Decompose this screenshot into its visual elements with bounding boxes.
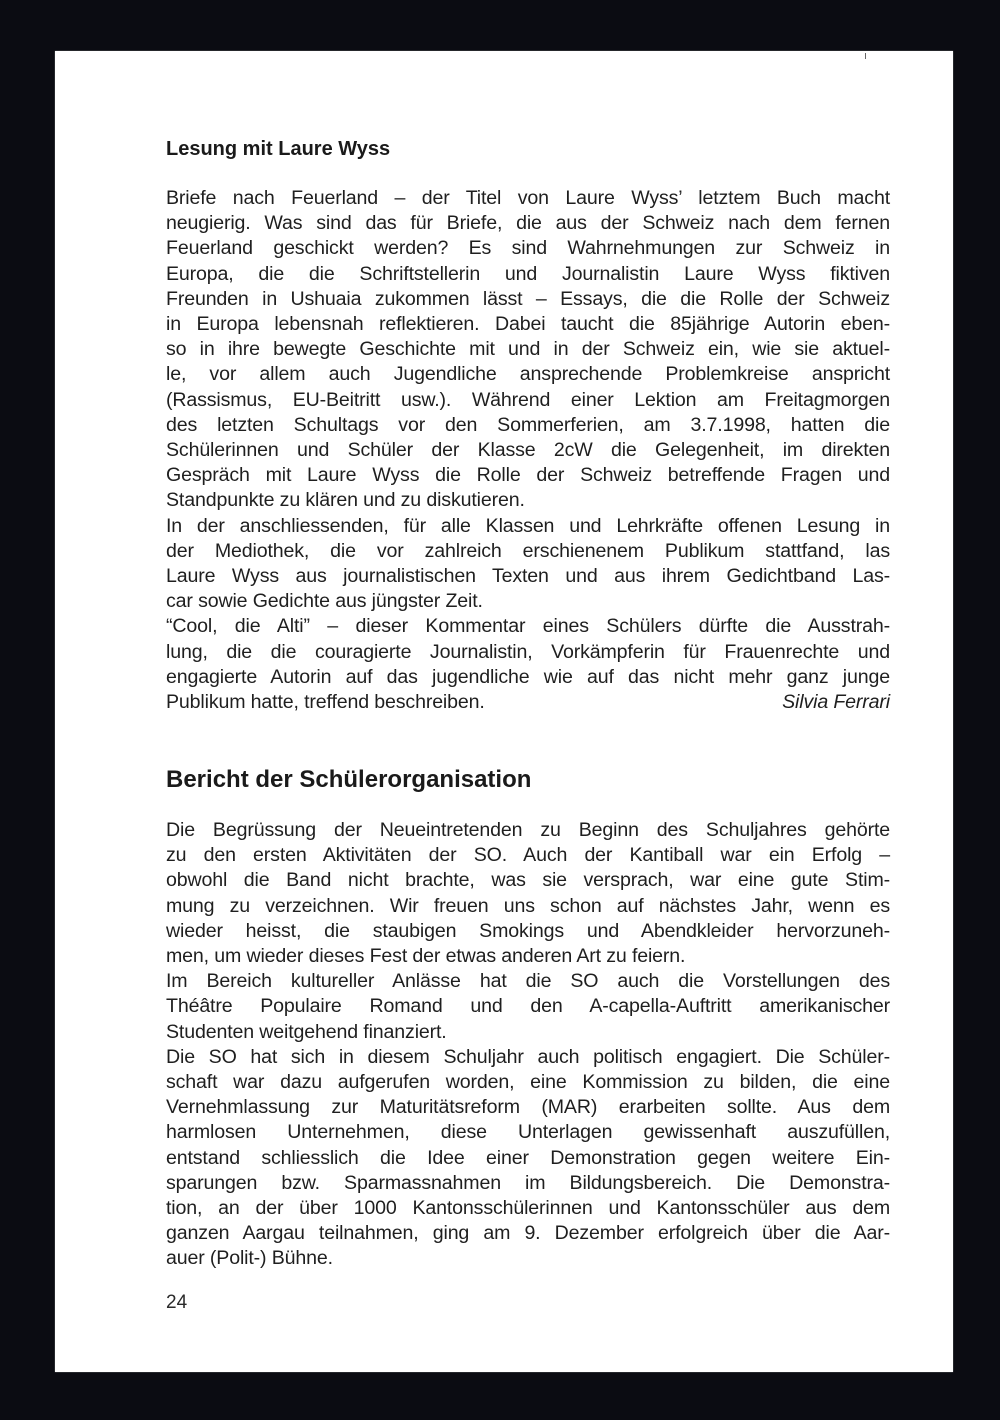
text-line: Laure Wyss aus journalistischen Texten und aus ihrem Gedichtband Las- [166, 565, 890, 588]
text-line: schaft war dazu aufgerufen worden, eine Kommission zu bilden, die eine [166, 1071, 890, 1094]
text-line: Vernehmlassung zur Maturitätsreform (MAR) erarbeiten sollte. Aus dem [166, 1096, 890, 1119]
text-line: Gespräch mit Laure Wyss die Rolle der Schweiz betreffende Fragen und [166, 464, 890, 487]
text-line: ganzen Aargau teilnahmen, ging am 9. Dezember erfolgreich über die Aar- [166, 1222, 890, 1245]
closing-line [166, 690, 890, 715]
text-line: Publikum hatte, treffend beschreiben. [166, 691, 485, 714]
section-heading-bericht: Bericht der Schülerorganisation [166, 766, 532, 793]
text-line: obwohl die Band nicht brachte, was sie versprach, war eine gute Stim- [166, 869, 890, 892]
text-line: zu den ersten Aktivitäten der SO. Auch der Kantiball war ein Erfolg – [166, 844, 890, 867]
text-line: Studenten weitgehend finanziert. [166, 1020, 447, 1043]
text-line: entstand schliesslich die Idee einer Demonstration gegen weitere Ein- [166, 1146, 890, 1169]
text-line: Die Begrüssung der Neueintretenden zu Beginn des Schuljahres gehörte [166, 819, 890, 841]
text-line: Briefe nach Feuerland – der Titel von Laure Wyss’ letztem Buch macht [166, 187, 890, 209]
text-line: so in ihre bewegte Geschichte mit und in der Schweiz ein, wie sie aktuel- [166, 338, 890, 361]
text-line: harmlosen Unternehmen, diese Unterlagen gewissenhaft auszufüllen, [166, 1121, 890, 1144]
scan-mark [865, 53, 866, 59]
text-line: Théâtre Populaire Romand und den A-capella-Auftritt amerikanischer [166, 995, 890, 1018]
text-line: car sowie Gedichte aus jüngster Zeit. [166, 590, 483, 613]
text-line: Standpunkte zu klären und zu diskutieren. [166, 489, 525, 512]
text-line: sparungen bzw. Sparmassnahmen im Bildungsbereich. Die Demonstra- [166, 1171, 890, 1194]
text-line: der Mediothek, die vor zahlreich erschienenem Publikum stattfand, las [166, 539, 890, 562]
page-number: 24 [166, 1292, 188, 1313]
author-signature: Silvia Ferrari [782, 691, 890, 714]
text-line: (Rassismus, EU-Beitritt usw.). Während einer Lektion am Freitagmorgen [166, 388, 890, 411]
text-line: Feuerland geschickt werden? Es sind Wahrnehmungen zur Schweiz in [166, 237, 890, 260]
text-line: le, vor allem auch Jugendliche ansprechende Problemkreise anspricht [166, 363, 890, 386]
document-page [55, 51, 953, 1372]
text-line: wieder heisst, die staubigen Smokings und Abendkleider hervorzuneh- [166, 919, 890, 942]
text-line: neugierig. Was sind das für Briefe, die aus der Schweiz nach dem fernen [166, 212, 890, 235]
text-line: Europa, die die Schriftstellerin und Journalistin Laure Wyss fiktiven [166, 262, 890, 285]
text-line: des letzten Schultags vor den Sommerferien, am 3.7.1998, hatten die [166, 413, 890, 436]
text-line: mung zu verzeichnen. Wir freuen uns schon auf nächstes Jahr, wenn es [166, 894, 890, 917]
section-heading-lesung: Lesung mit Laure Wyss [166, 138, 391, 160]
text-line: Die SO hat sich in diesem Schuljahr auch politisch engagiert. Die Schüler- [166, 1045, 890, 1068]
text-line: “Cool, die Alti” – dieser Kommentar eines Schülers dürfte die Ausstrah- [166, 615, 890, 638]
text-line: in Europa lebensnah reflektieren. Dabei taucht die 85jährige Autorin eben- [166, 313, 890, 336]
section-body-bericht [166, 818, 890, 1272]
text-line: lung, die die couragierte Journalistin, Vorkämpferin für Frauenrechte und [166, 640, 890, 663]
text-line: Im Bereich kultureller Anlässe hat die SO auch die Vorstellungen des [166, 970, 890, 993]
text-line: engagierte Autorin auf das jugendliche wie auf das nicht mehr ganz junge [166, 665, 890, 688]
text-line: auer (Polit-) Bühne. [166, 1247, 333, 1270]
text-line: Schülerinnen und Schüler der Klasse 2cW die Gelegenheit, im direkten [166, 439, 890, 462]
section-body-lesung [166, 186, 890, 715]
text-line: In der anschliessenden, für alle Klassen und Lehrkräfte offenen Lesung in [166, 514, 890, 537]
text-line: men, um wieder dieses Fest der etwas anderen Art zu feiern. [166, 945, 686, 968]
text-line: Freunden in Ushuaia zukommen lässt – Essays, die die Rolle der Schweiz [166, 287, 890, 310]
text-line: tion, an der über 1000 Kantonsschülerinnen und Kantonsschüler aus dem [166, 1197, 890, 1220]
